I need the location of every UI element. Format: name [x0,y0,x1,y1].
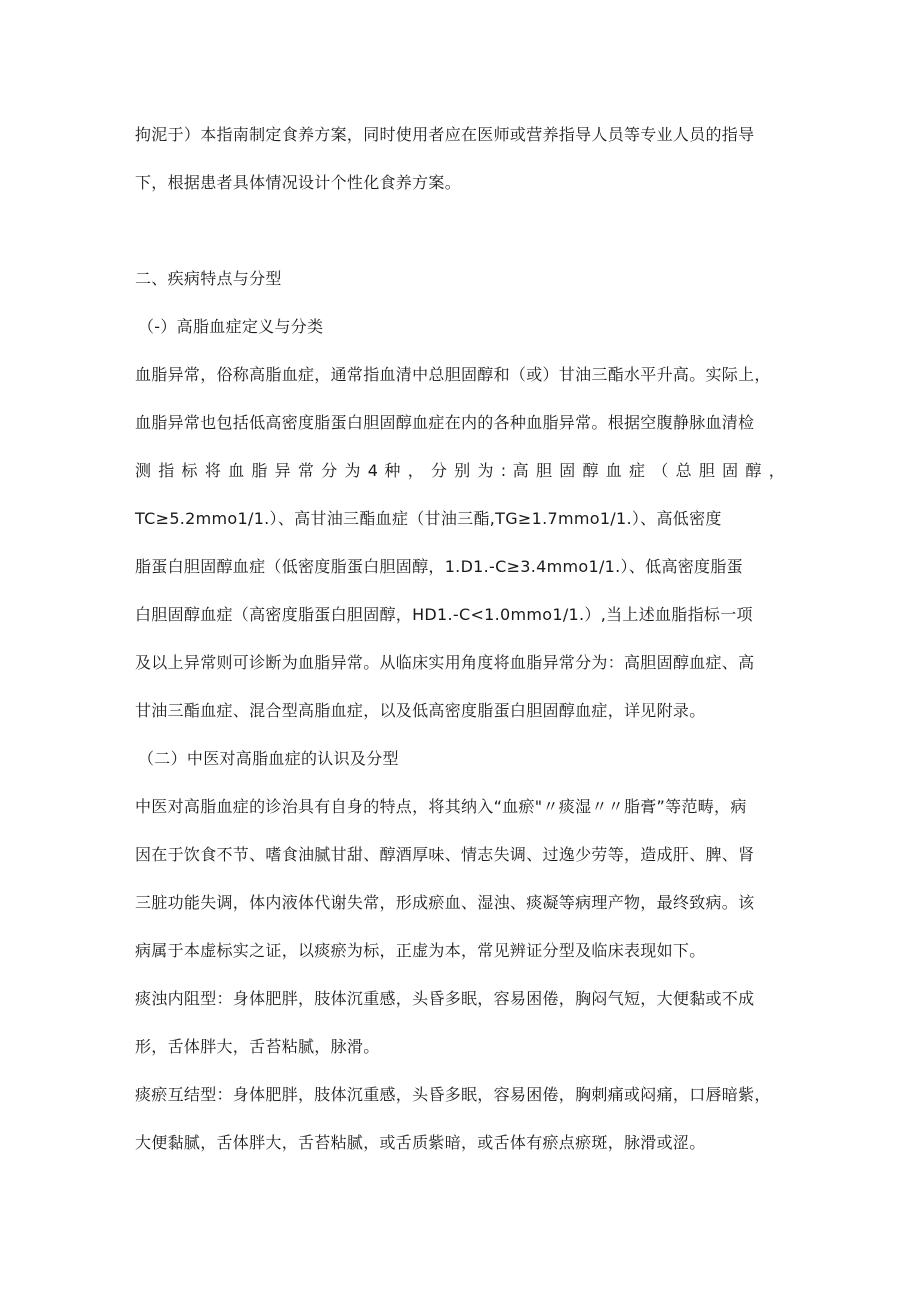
syndrome-type-line: 痰瘀互结型：身体肥胖，肢体沉重感，头昏多眠，容易困倦，胸刺痛或闷痛，口唇暗紫， [135,1085,771,1104]
syndrome-type-line: 形，舌体胖大，舌苔粘腻，脉滑。 [135,1037,380,1056]
paragraph-line: 病属于本虚标实之证，以痰瘀为标，正虚为本，常见辨证分型及临床表现如下。 [135,941,706,960]
paragraph-line: 白胆固醇血症（高密度脂蛋白胆固醇，HD1.-C<1.0mmo1/1.）,当上述血脂指标一项 [135,605,753,624]
subsection-heading-1: （-）高脂血症定义与分类 [138,317,324,336]
paragraph-line: TC≥5.2mmo1/1.）、高甘油三酯血症（甘油三酯,TG≥1.7mmo1/1.）、高低密度 [135,509,722,528]
paragraph-line: 甘油三酯血症、混合型高脂血症，以及低高密度脂蛋白胆固醇血症，详见附录。 [135,701,706,720]
section-heading: 二、疾病特点与分型 [135,269,282,288]
paragraph-line: 中医对高脂血症的诊治具有自身的特点，将其纳入“血瘀"〃痰湿〃〃脂膏”等范畴，病 [135,797,747,816]
paragraph-line: 及以上异常则可诊断为血脂异常。从临床实用角度将血脂异常分为：高胆固醇血症、高 [135,653,755,672]
intro-line-1: 拘泥于）本指南制定食养方案，同时使用者应在医师或营养指导人员等专业人员的指导 [135,125,755,144]
subsection-heading-2: （二）中医对高脂血症的认识及分型 [138,749,399,768]
intro-line-2: 下，根据患者具体情况设计个性化食养方案。 [135,173,462,192]
paragraph-line: 测 指 标 将 血 脂 异 常 分 为 4 种 ， 分 别 为 : 高 胆 固 醇 血 症 （ 总 胆 固 醇 ， [135,461,785,480]
paragraph-line: 三脏功能失调，体内液体代谢失常，形成瘀血、湿浊、痰凝等病理产物，最终致病。该 [135,893,755,912]
syndrome-type-line: 大便黏腻，舌体胖大，舌苔粘腻，或舌质紫暗，或舌体有瘀点瘀斑，脉滑或涩。 [135,1133,706,1152]
paragraph-line: 血脂异常也包括低高密度脂蛋白胆固醇血症在内的各种血脂异常。根据空腹静脉血清检 [135,413,755,432]
paragraph-line: 因在于饮食不节、嗜食油腻甘甜、醇酒厚味、情志失调、过逸少劳等，造成肝、脾、肾 [135,845,755,864]
paragraph-line: 脂蛋白胆固醇血症（低密度脂蛋白胆固醇，1.D1.-C≥3.4mmo1/1.）、低高密度脂蛋 [135,557,743,576]
paragraph-line: 血脂异常，俗称高脂血症，通常指血清中总胆固醇和（或）甘油三酯水平升高。实际上， [135,365,771,384]
syndrome-type-line: 痰浊内阻型：身体肥胖，肢体沉重感，头昏多眠，容易困倦，胸闷气短，大便黏或不成 [135,989,755,1008]
